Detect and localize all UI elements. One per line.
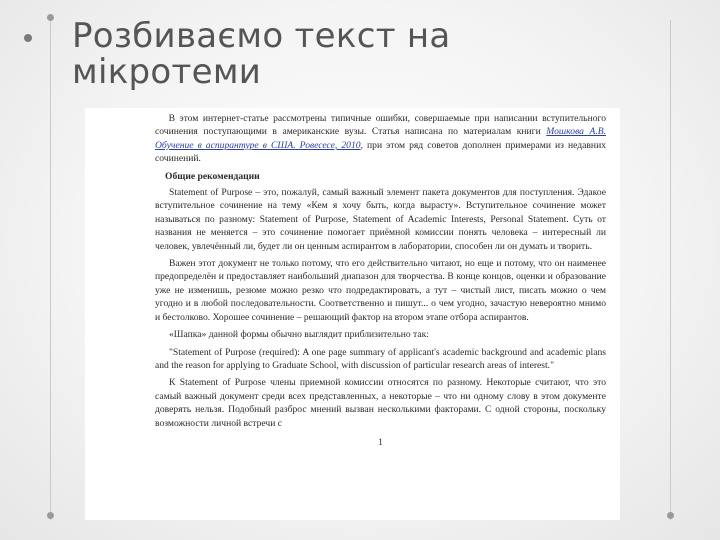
slide-title-line-1: Розбиваємо текст на [72, 16, 451, 56]
intro-text: В этом интернет-статье рассмотрены типичные ошибки, совершаемые при написании вступительного сочинения поступающими в американские вузы. Статья написана по материалам книги [155, 113, 606, 138]
paragraph-5: К Statement of Purpose члены приемной комиссии относятся по разному. Некоторые считают, что это самый важный документ среди всех представленных, а некоторые – что ни одному слову в этом документе доверять нельзя. Подобный разброс мнений вызван несколькими факторами. С одной стороны, поскольку возможности личной встречи с [155, 377, 606, 429]
section-heading: Общие рекомендации [165, 170, 260, 182]
book-link[interactable]: Мошкова А.В. Обучение в аспирантуре в США. Ровесесе, 2010 [155, 126, 606, 151]
right-frame-line [670, 20, 671, 520]
frame-dot-bottom-left [47, 512, 54, 519]
intro-paragraph [155, 112, 606, 166]
frame-dot-top-left [47, 14, 54, 21]
document-image [85, 108, 620, 520]
paragraph-2: Важен этот документ не только потому, что его действительно читают, но еще и потому, что он наименее предопределён и предоставляет наибольший диапазон для творчества. В конце концов, оценки и образование уже не изменишь, резюме можно резко что подредактировать, а тут – чистый лист, писать можно о чем угодно и в любой последовательности. Соответственно и пишут... о чем угодно, зачастую невероятно мнимо и бестолково. Хорошее сочинение – решающий фактор на втором этапе отбора аспирантов. [155, 258, 606, 323]
paragraph-4: "Statement of Purpose (required): A one page summary of applicant's academic background and academic plans and the reason for applying to Graduate School, with discussion of particular research areas of interest." [155, 346, 606, 371]
title-bullet [24, 34, 32, 42]
left-frame-line [50, 20, 51, 520]
slide-title [72, 18, 672, 90]
paragraph-3: «Шапка» данной формы обычно выглядит приблизительно так: [169, 329, 429, 341]
slide-title-line-2: мікротеми [72, 52, 262, 92]
paragraph-1: Statement of Purpose – это, пожалуй, самый важный элемент пакета документов для поступления. Эдакое вступительное сочинение на тему «Кем я хочу быть, когда вырасту». Вступительное сочинение может называться по разному: Statement of Purpose, Statement of Academic Interests, Personal Statement. Суть от названия не меняется – это сочинение помогает приёмной комиссии понять человека – интересный ли человек, увлечённый ли, будет ли он ценным аспирантом в лаборатории, способен ли он думать и творить. [155, 187, 606, 252]
page-number: 1 [378, 436, 383, 448]
frame-dot-bottom-right [667, 512, 674, 519]
intro-text-end: , при этом ряд советов дополнен примерами из недавних сочинений. [155, 139, 606, 165]
